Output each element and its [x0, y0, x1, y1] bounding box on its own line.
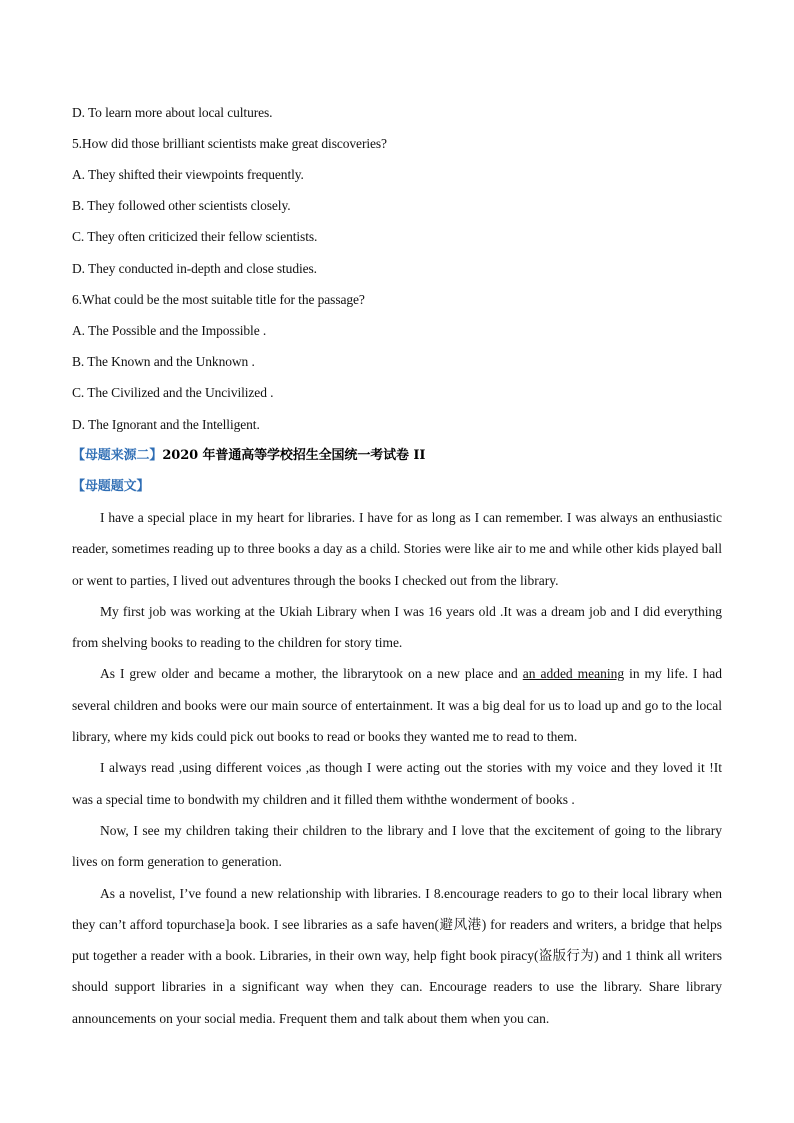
- underlined-phrase: an added meaning: [522, 666, 625, 682]
- passage-paragraph-5: Now, I see my children taking their children to the library and I love that the excitement of going to the library lives on form generation to generation.: [72, 822, 722, 870]
- q5-option-a: A. They shifted their viewpoints frequently.: [72, 167, 304, 182]
- source-title: 2020 年普通高等学校招生全国统一考试卷 II: [162, 448, 426, 463]
- q4-option-d: D. To learn more about local cultures.: [72, 105, 273, 120]
- q6-stem: 6.What could be the most suitable title for the passage?: [72, 292, 365, 307]
- q5-stem: 5.How did those brilliant scientists make great discoveries?: [72, 136, 387, 151]
- passage-paragraph-6: As a novelist, I’ve found a new relationship with libraries. I 8.encourage readers to go to their local library when they can’t afford topurchase]a book. I see libraries as a safe haven(避风港) for readers and writers, a bridge that helps put together a reader with a book. Libraries, in their own way, help fight book piracy(盗版行为) and 1 think all writers should support libraries in a significant way when they can. Encourage readers to use the library. Share library announcements on your social media. Frequent them and talk about them when you can.: [72, 885, 722, 1026]
- q5-option-b: B. They followed other scientists closely.: [72, 198, 291, 213]
- source-heading: [72, 447, 425, 465]
- p3-text-after: in my life. I had several children and books were our main source of entertainment. It was a big deal for us to load up and go to the local library, where my kids could pick out books to read or books they wanted me to read to them.: [72, 666, 722, 745]
- q5-option-d: D. They conducted in-depth and close studies.: [72, 261, 317, 276]
- q6-option-d: D. The Ignorant and the Intelligent.: [72, 417, 260, 432]
- p3-text-before: As I grew older and became a mother, the librarytook on a new place and: [100, 666, 523, 682]
- text-heading: [72, 478, 149, 496]
- q6-option-b: B. The Known and the Unknown .: [72, 354, 255, 369]
- passage-paragraph-3: [72, 658, 722, 752]
- source-tag: 【母题来源二】: [72, 448, 163, 463]
- passage-paragraph-1: I have a special place in my heart for libraries. I have for as long as I can remember. I was always an enthusiastic reader, sometimes reading up to three books a day as a child. Stories were like air to me and while other kids played ball or went to parties, I lived out adventures through the books I checked out from the library.: [72, 510, 722, 588]
- q5-option-c: C. They often criticized their fellow scientists.: [72, 229, 318, 244]
- text-tag: 【母题题文】: [72, 479, 150, 494]
- passage: [72, 502, 722, 1034]
- passage-paragraph-4: I always read ,using different voices ,as though I were acting out the stories with my voice and they loved it !It was a special time to bondwith my children and it filled them withthe wonderment of books .: [72, 760, 722, 807]
- passage-paragraph-2: My first job was working at the Ukiah Library when I was 16 years old .It was a dream job and I did everything from shelving books to reading to the children for story time.: [72, 603, 722, 651]
- q6-option-c: C. The Civilized and the Uncivilized .: [72, 385, 274, 400]
- q6-option-a: A. The Possible and the Impossible .: [72, 323, 267, 338]
